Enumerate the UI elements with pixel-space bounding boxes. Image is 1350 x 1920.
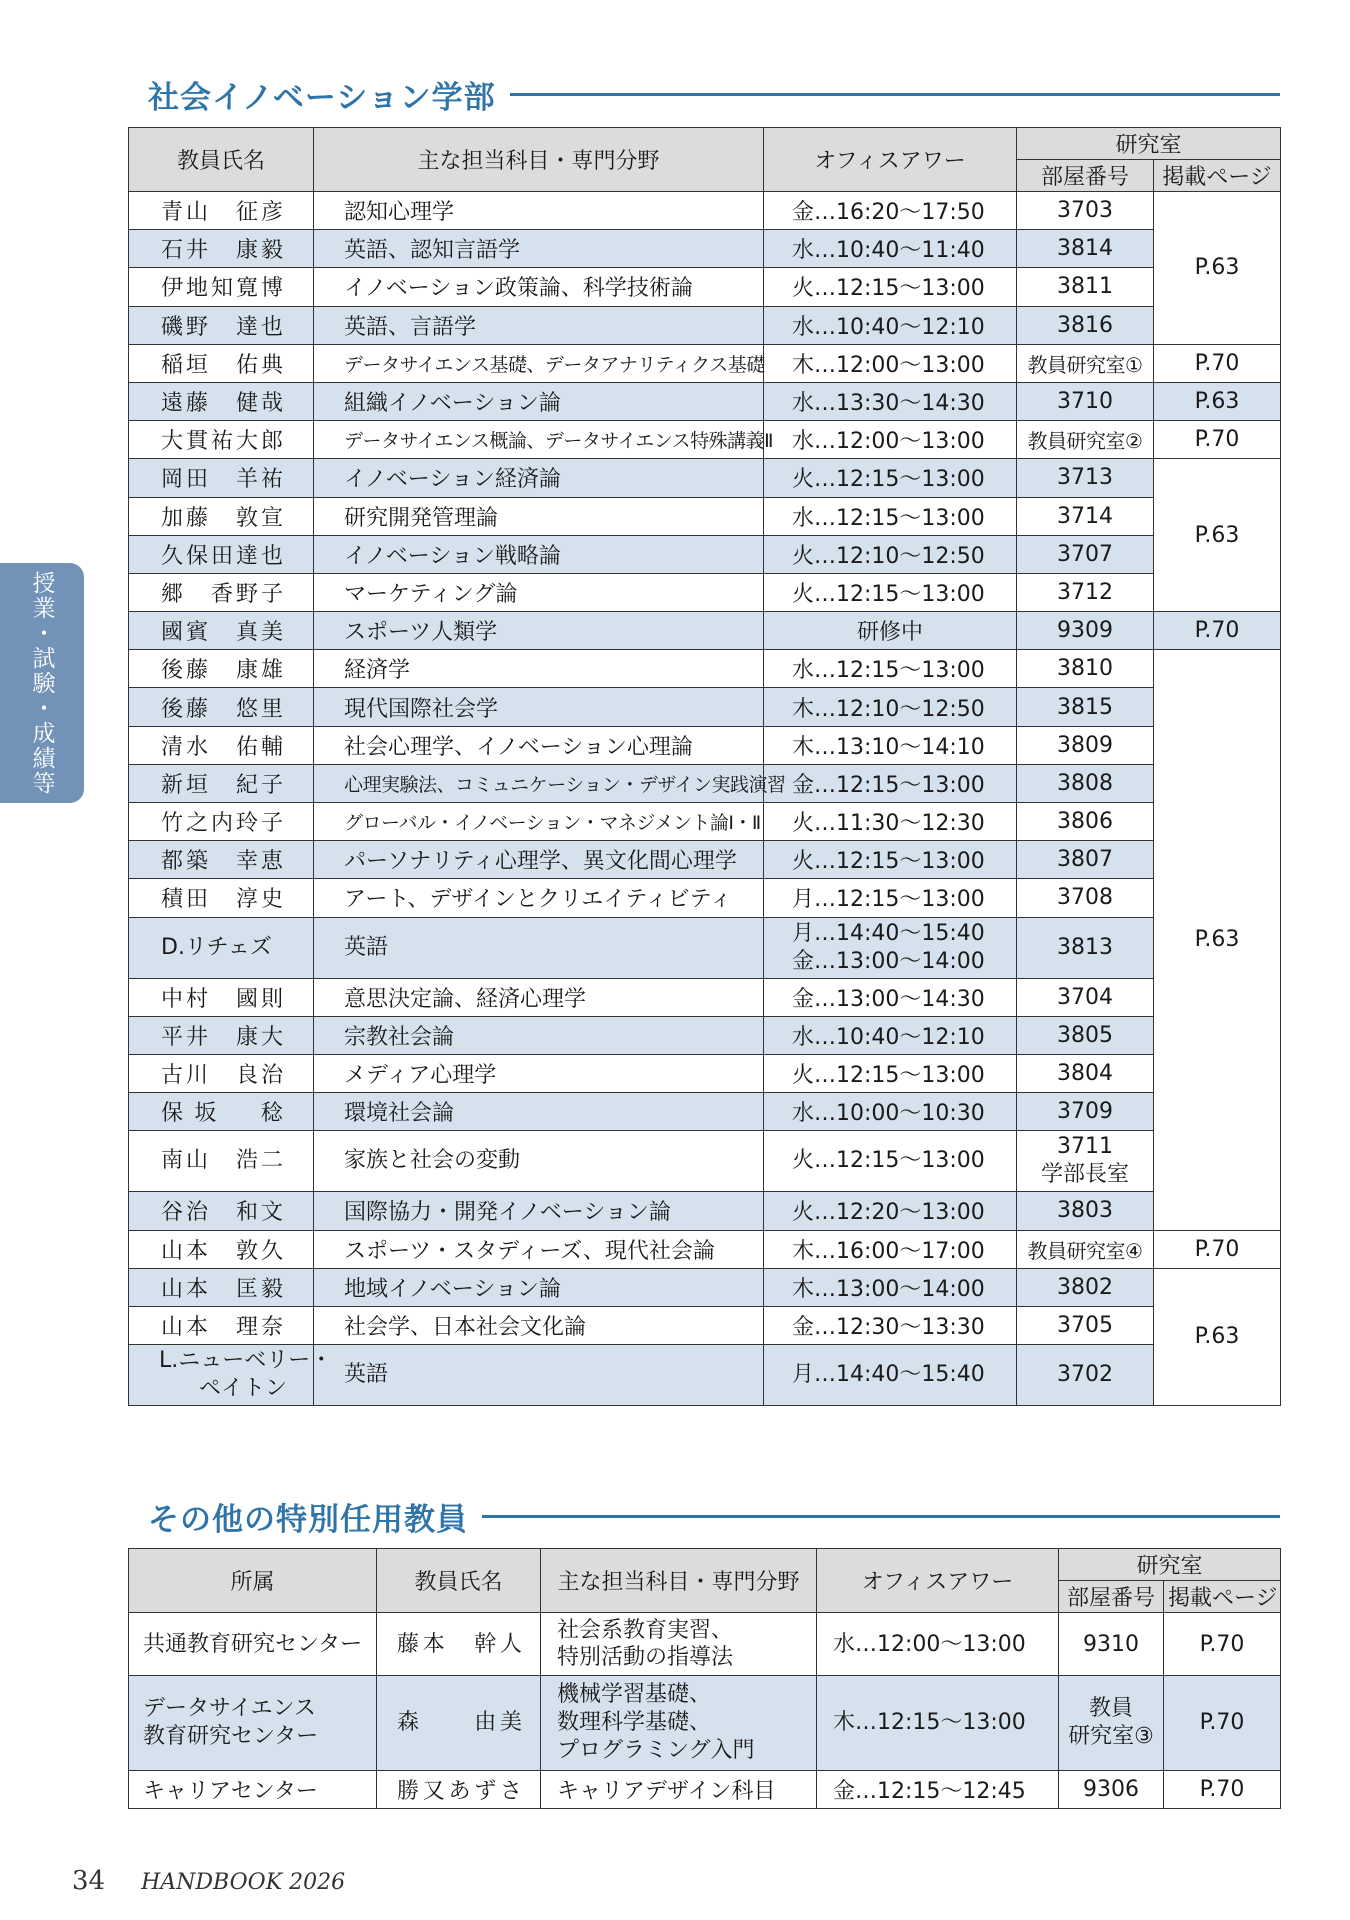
room-cell: 3803 <box>1017 1192 1154 1230</box>
name-cell: 古川 良治 <box>129 1054 314 1092</box>
room-cell: 3714 <box>1017 497 1154 535</box>
office-hours-cell: 水…10:40〜11:40 <box>764 230 1017 268</box>
page-number: 34 <box>72 1866 106 1896</box>
page-cell: P.63 <box>1154 1268 1281 1405</box>
name-cell: 國賓 真美 <box>129 612 314 650</box>
office-hours-cell: 木…12:10〜12:50 <box>764 688 1017 726</box>
office-hours-cell: 水…12:00〜13:00 <box>817 1613 1059 1676</box>
header-office-hours: オフィスアワー <box>764 128 1017 192</box>
special-faculty-table <box>128 1548 1281 1809</box>
dept-cell: キャリアセンター <box>129 1771 377 1809</box>
room-cell: 3814 <box>1017 230 1154 268</box>
name-cell: 遠藤 健哉 <box>129 382 314 420</box>
name-cell: 久保田達也 <box>129 535 314 573</box>
subject-cell: 現代国際社会学 <box>314 688 764 726</box>
office-hours-cell: 研修中 <box>764 612 1017 650</box>
name-cell: 都築 幸恵 <box>129 841 314 879</box>
subject-cell: スポーツ・スタディーズ、現代社会論 <box>314 1230 764 1268</box>
office-hours-cell: 月…14:40〜15:40 <box>764 1345 1017 1406</box>
table-row <box>129 1016 1281 1054</box>
office-hours-cell: 木…12:15〜13:00 <box>817 1676 1059 1771</box>
room-cell: 3713 <box>1017 459 1154 497</box>
table-row <box>129 1131 1281 1192</box>
room-cell: 3802 <box>1017 1268 1154 1306</box>
room-cell: 3703 <box>1017 192 1154 230</box>
subject-cell: 意思決定論、経済心理学 <box>314 978 764 1016</box>
room-cell: 3815 <box>1017 688 1154 726</box>
name-cell: 山本 敦久 <box>129 1230 314 1268</box>
subject-cell: イノベーション政策論、科学技術論 <box>314 268 764 306</box>
name-cell: 森 由美 <box>377 1676 541 1771</box>
name-cell: 後藤 悠里 <box>129 688 314 726</box>
subject-cell: 認知心理学 <box>314 192 764 230</box>
office-hours-cell: 水…12:00〜13:00 <box>764 421 1017 459</box>
room-cell: 3804 <box>1017 1054 1154 1092</box>
table-row <box>129 612 1281 650</box>
subject-cell: パーソナリティ心理学、異文化間心理学 <box>314 841 764 879</box>
room-cell: 3702 <box>1017 1345 1154 1406</box>
header-dept: 所属 <box>129 1549 377 1613</box>
room-cell: 教員研究室② <box>1017 421 1154 459</box>
name-cell: 勝又あずさ <box>377 1771 541 1809</box>
office-hours-cell: 金…12:15〜12:45 <box>817 1771 1059 1809</box>
office-hours-cell: 火…12:15〜13:00 <box>764 573 1017 611</box>
section-title-text: その他の特別任用教員 <box>148 1502 468 1538</box>
room-cell: 3816 <box>1017 306 1154 344</box>
room-cell: 3709 <box>1017 1093 1154 1131</box>
name-cell: L.ニューベリー・ ペイトン <box>129 1345 314 1406</box>
header-subject: 主な担当科目・専門分野 <box>541 1549 817 1613</box>
name-cell: 平井 康大 <box>129 1016 314 1054</box>
subject-cell: キャリアデザイン科目 <box>541 1771 817 1809</box>
subject-cell: 社会学、日本社会文化論 <box>314 1306 764 1344</box>
table-row <box>129 803 1281 841</box>
table-row <box>129 650 1281 688</box>
subject-cell: スポーツ人類学 <box>314 612 764 650</box>
table-row <box>129 1230 1281 1268</box>
room-cell: 3806 <box>1017 803 1154 841</box>
office-hours-cell: 火…12:15〜13:00 <box>764 268 1017 306</box>
room-cell: 3813 <box>1017 917 1154 978</box>
room-cell: 3712 <box>1017 573 1154 611</box>
office-hours-cell: 木…12:00〜13:00 <box>764 344 1017 382</box>
table-row <box>129 192 1281 230</box>
name-cell: 大貫祐大郎 <box>129 421 314 459</box>
table-row <box>129 230 1281 268</box>
office-hours-cell: 火…12:20〜13:00 <box>764 1192 1017 1230</box>
subject-cell: 社会心理学、イノベーション心理論 <box>314 726 764 764</box>
office-hours-cell: 火…11:30〜12:30 <box>764 803 1017 841</box>
room-cell: 3805 <box>1017 1016 1154 1054</box>
subject-cell: データサイエンス概論、データサイエンス特殊講義Ⅱ <box>314 421 764 459</box>
room-cell: 9309 <box>1017 612 1154 650</box>
office-hours-cell: 火…12:15〜13:00 <box>764 841 1017 879</box>
page-cell: P.70 <box>1154 612 1281 650</box>
office-hours-cell: 水…12:15〜13:00 <box>764 650 1017 688</box>
header-room: 部屋番号 <box>1059 1581 1164 1613</box>
subject-cell: 心理実験法、コミュニケーション・デザイン実践演習 <box>314 764 764 802</box>
subject-cell: 英語 <box>314 917 764 978</box>
room-cell: 3811 <box>1017 268 1154 306</box>
office-hours-cell: 火…12:15〜13:00 <box>764 1054 1017 1092</box>
dept-cell: 共通教育研究センター <box>129 1613 377 1676</box>
name-cell: 石井 康毅 <box>129 230 314 268</box>
subject-cell: 環境社会論 <box>314 1093 764 1131</box>
table-row <box>129 497 1281 535</box>
name-cell: 青山 征彦 <box>129 192 314 230</box>
name-cell: 磯野 達也 <box>129 306 314 344</box>
name-cell: 加藤 敦宣 <box>129 497 314 535</box>
office-hours-cell: 水…10:40〜12:10 <box>764 1016 1017 1054</box>
table-row <box>129 382 1281 420</box>
subject-cell: マーケティング論 <box>314 573 764 611</box>
header-room: 部屋番号 <box>1017 160 1154 192</box>
office-hours-cell: 水…13:30〜14:30 <box>764 382 1017 420</box>
name-cell: 伊地知寛博 <box>129 268 314 306</box>
subject-cell: 宗教社会論 <box>314 1016 764 1054</box>
table-row <box>129 306 1281 344</box>
title-rule <box>510 93 1280 96</box>
name-cell: 郷 香野子 <box>129 573 314 611</box>
room-cell: 3705 <box>1017 1306 1154 1344</box>
room-cell: 教員 研究室③ <box>1059 1676 1164 1771</box>
table-row <box>129 841 1281 879</box>
office-hours-cell: 金…12:30〜13:30 <box>764 1306 1017 1344</box>
subject-cell: 研究開発管理論 <box>314 497 764 535</box>
subject-cell: イノベーション戦略論 <box>314 535 764 573</box>
subject-cell: 家族と社会の変動 <box>314 1131 764 1192</box>
room-cell: 3704 <box>1017 978 1154 1016</box>
table-row <box>129 1054 1281 1092</box>
room-cell: 教員研究室① <box>1017 344 1154 382</box>
room-cell: 3711 学部長室 <box>1017 1131 1154 1192</box>
room-cell: 3707 <box>1017 535 1154 573</box>
office-hours-cell: 火…12:15〜13:00 <box>764 459 1017 497</box>
name-cell: 藤本 幹人 <box>377 1613 541 1676</box>
handbook-label: HANDBOOK 2026 <box>141 1870 346 1895</box>
room-cell: 9310 <box>1059 1613 1164 1676</box>
office-hours-cell: 木…13:10〜14:10 <box>764 726 1017 764</box>
header-name: 教員氏名 <box>129 128 314 192</box>
subject-cell: 英語、認知言語学 <box>314 230 764 268</box>
header-subject: 主な担当科目・専門分野 <box>314 128 764 192</box>
room-cell: 3809 <box>1017 726 1154 764</box>
table-row <box>129 978 1281 1016</box>
office-hours-cell: 月…12:15〜13:00 <box>764 879 1017 917</box>
table-row <box>129 764 1281 802</box>
office-hours-cell: 金…16:20〜17:50 <box>764 192 1017 230</box>
table-row <box>129 879 1281 917</box>
header-name: 教員氏名 <box>377 1549 541 1613</box>
name-cell: 新垣 紀子 <box>129 764 314 802</box>
subject-cell: データサイエンス基礎、データアナリティクス基礎 <box>314 344 764 382</box>
office-hours-cell: 火…12:10〜12:50 <box>764 535 1017 573</box>
header-page: 掲載ページ <box>1164 1581 1281 1613</box>
subject-cell: 地域イノベーション論 <box>314 1268 764 1306</box>
page-cell: P.63 <box>1154 650 1281 1230</box>
office-hours-cell: 木…13:00〜14:00 <box>764 1268 1017 1306</box>
name-cell: 清水 佑輔 <box>129 726 314 764</box>
subject-cell: 国際協力・開発イノベーション論 <box>314 1192 764 1230</box>
section-title-social-innovation <box>148 72 1280 117</box>
page-cell: P.70 <box>1164 1676 1281 1771</box>
header-lab: 研究室 <box>1017 128 1281 160</box>
name-cell: 山本 匡毅 <box>129 1268 314 1306</box>
table-row <box>129 573 1281 611</box>
subject-cell: イノベーション経済論 <box>314 459 764 497</box>
name-cell: D.リチェズ <box>129 917 314 978</box>
office-hours-cell: 月…14:40〜15:40 金…13:00〜14:00 <box>764 917 1017 978</box>
table-row <box>129 421 1281 459</box>
page-cell: P.70 <box>1164 1771 1281 1809</box>
room-cell: 9306 <box>1059 1771 1164 1809</box>
page-cell: P.63 <box>1154 382 1281 420</box>
office-hours-cell: 火…12:15〜13:00 <box>764 1131 1017 1192</box>
table-row <box>129 917 1281 978</box>
table-row <box>129 688 1281 726</box>
header-office-hours: オフィスアワー <box>817 1549 1059 1613</box>
name-cell: 山本 理奈 <box>129 1306 314 1344</box>
room-cell: 3710 <box>1017 382 1154 420</box>
subject-cell: グローバル・イノベーション・マネジメント論Ⅰ・Ⅱ <box>314 803 764 841</box>
table-row <box>129 1192 1281 1230</box>
faculty-table <box>128 127 1281 1406</box>
name-cell: 積田 淳史 <box>129 879 314 917</box>
page-cell: P.63 <box>1154 459 1281 612</box>
office-hours-cell: 金…13:00〜14:30 <box>764 978 1017 1016</box>
name-cell: 保坂 稔 <box>129 1093 314 1131</box>
page-cell: P.70 <box>1154 344 1281 382</box>
table-row <box>129 1345 1281 1406</box>
subject-cell: メディア心理学 <box>314 1054 764 1092</box>
header-lab: 研究室 <box>1059 1549 1281 1581</box>
name-cell: 谷治 和文 <box>129 1192 314 1230</box>
section-title-text: 社会イノベーション学部 <box>148 80 496 116</box>
table-row <box>129 1306 1281 1344</box>
office-hours-cell: 水…10:00〜10:30 <box>764 1093 1017 1131</box>
name-cell: 稲垣 佑典 <box>129 344 314 382</box>
name-cell: 竹之内玲子 <box>129 803 314 841</box>
office-hours-cell: 金…12:15〜13:00 <box>764 764 1017 802</box>
name-cell: 後藤 康雄 <box>129 650 314 688</box>
subject-cell: 機械学習基礎、 数理科学基礎、 プログラミング入門 <box>541 1676 817 1771</box>
subject-cell: 英語、言語学 <box>314 306 764 344</box>
side-tab[interactable]: 授業・試験・成績等 <box>0 563 84 803</box>
table-row <box>129 1268 1281 1306</box>
name-cell: 中村 國則 <box>129 978 314 1016</box>
title-rule <box>482 1515 1280 1518</box>
subject-cell: 社会系教育実習、 特別活動の指導法 <box>541 1613 817 1676</box>
table-row <box>129 535 1281 573</box>
office-hours-cell: 水…10:40〜12:10 <box>764 306 1017 344</box>
subject-cell: アート、デザインとクリエイティビティ <box>314 879 764 917</box>
page-cell: P.70 <box>1154 1230 1281 1268</box>
table-row <box>129 1093 1281 1131</box>
room-cell: 3708 <box>1017 879 1154 917</box>
page-cell: P.70 <box>1154 421 1281 459</box>
table-row <box>129 344 1281 382</box>
subject-cell: 英語 <box>314 1345 764 1406</box>
header-page: 掲載ページ <box>1154 160 1281 192</box>
room-cell: 3807 <box>1017 841 1154 879</box>
room-cell: 教員研究室④ <box>1017 1230 1154 1268</box>
subject-cell: 経済学 <box>314 650 764 688</box>
page-cell: P.63 <box>1154 192 1281 345</box>
table-row <box>129 459 1281 497</box>
office-hours-cell: 木…16:00〜17:00 <box>764 1230 1017 1268</box>
section-title-other-faculty <box>148 1494 1280 1539</box>
dept-cell: データサイエンス 教育研究センター <box>129 1676 377 1771</box>
page-cell: P.70 <box>1164 1613 1281 1676</box>
room-cell: 3808 <box>1017 764 1154 802</box>
name-cell: 南山 浩二 <box>129 1131 314 1192</box>
table-row <box>129 268 1281 306</box>
room-cell: 3810 <box>1017 650 1154 688</box>
office-hours-cell: 水…12:15〜13:00 <box>764 497 1017 535</box>
footer <box>72 1866 345 1896</box>
subject-cell: 組織イノベーション論 <box>314 382 764 420</box>
table-row <box>129 726 1281 764</box>
name-cell: 岡田 羊祐 <box>129 459 314 497</box>
